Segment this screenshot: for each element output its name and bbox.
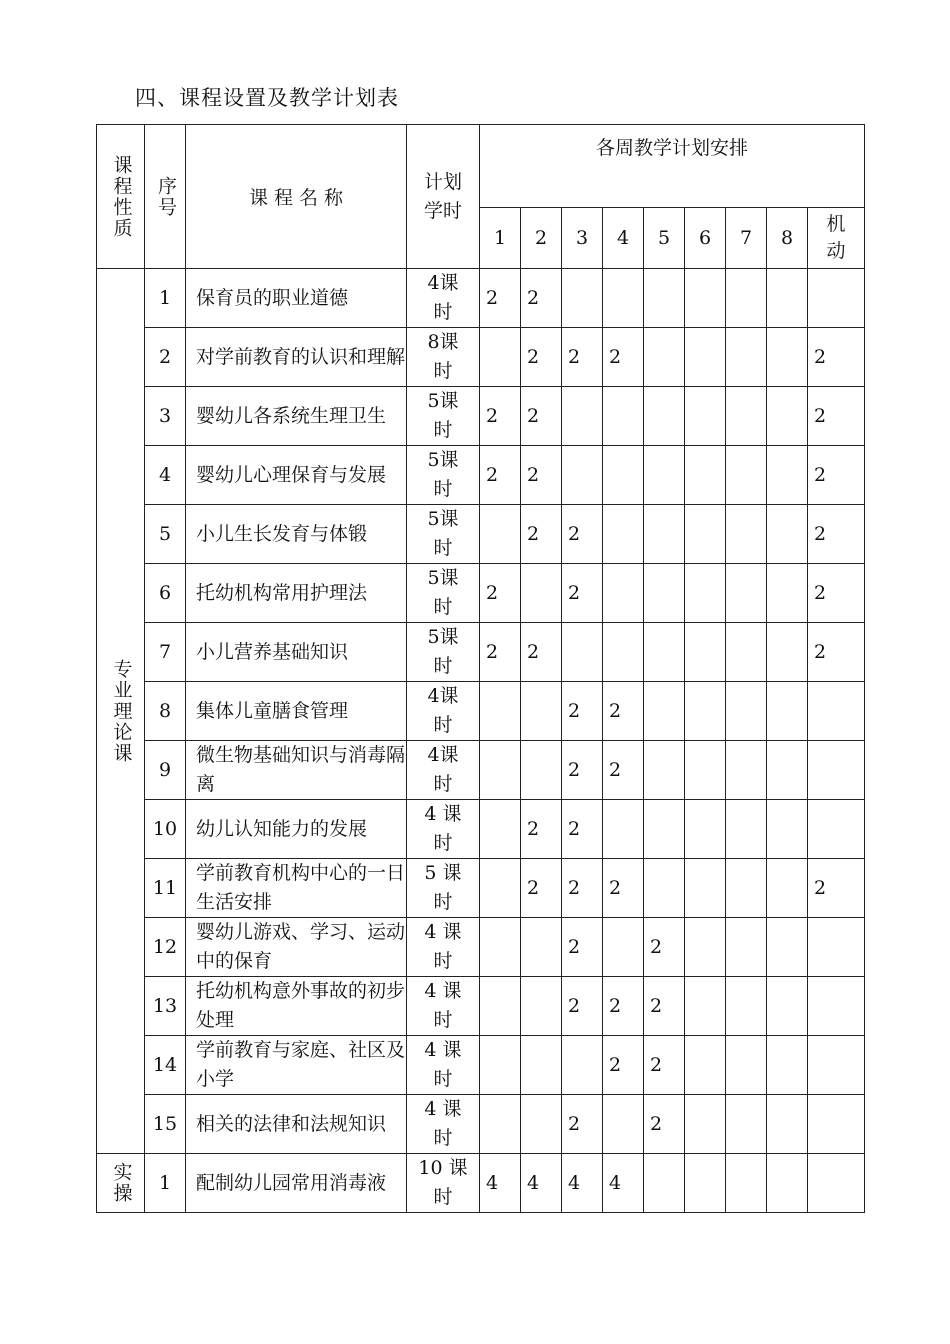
week-4-cell bbox=[603, 446, 644, 505]
week-1-cell bbox=[480, 859, 521, 918]
week-9-cell: 2 bbox=[808, 623, 865, 682]
planned-hours: 5课时 bbox=[407, 446, 480, 505]
course-name: 幼儿认知能力的发展 bbox=[186, 800, 407, 859]
week-2-cell: 2 bbox=[521, 623, 562, 682]
week-8-cell bbox=[767, 269, 808, 328]
week-8-cell bbox=[767, 1095, 808, 1154]
course-name: 相关的法律和法规知识 bbox=[186, 1095, 407, 1154]
week-6-cell bbox=[685, 1154, 726, 1213]
header-seq: 序号 bbox=[145, 125, 186, 269]
week-5-cell: 2 bbox=[644, 1095, 685, 1154]
course-name: 小儿营养基础知识 bbox=[186, 623, 407, 682]
teaching-plan-table bbox=[96, 124, 865, 1213]
planned-hours: 5课时 bbox=[407, 623, 480, 682]
table-row bbox=[97, 682, 865, 741]
planned-hours: 5课时 bbox=[407, 505, 480, 564]
course-category: 专业理论课 bbox=[97, 269, 145, 1154]
week-3-cell bbox=[562, 387, 603, 446]
row-seq: 5 bbox=[145, 505, 186, 564]
week-9-cell bbox=[808, 977, 865, 1036]
week-header-2: 2 bbox=[521, 208, 562, 269]
week-6-cell bbox=[685, 977, 726, 1036]
header-course-name: 课 程 名 称 bbox=[186, 125, 407, 269]
week-2-cell: 2 bbox=[521, 859, 562, 918]
course-name: 集体儿童膳食管理 bbox=[186, 682, 407, 741]
week-8-cell bbox=[767, 918, 808, 977]
week-2-cell: 4 bbox=[521, 1154, 562, 1213]
week-9-cell bbox=[808, 1095, 865, 1154]
row-seq: 2 bbox=[145, 328, 186, 387]
table-row bbox=[97, 387, 865, 446]
table-row bbox=[97, 269, 865, 328]
week-7-cell bbox=[726, 859, 767, 918]
week-header-5: 5 bbox=[644, 208, 685, 269]
week-8-cell bbox=[767, 682, 808, 741]
table-row bbox=[97, 328, 865, 387]
table-row bbox=[97, 1095, 865, 1154]
row-seq: 1 bbox=[145, 1154, 186, 1213]
week-1-cell bbox=[480, 918, 521, 977]
week-6-cell bbox=[685, 446, 726, 505]
week-2-cell bbox=[521, 682, 562, 741]
week-5-cell bbox=[644, 741, 685, 800]
planned-hours: 4课时 bbox=[407, 682, 480, 741]
course-name: 婴幼儿游戏、学习、运动中的保育 bbox=[186, 918, 407, 977]
week-9-cell bbox=[808, 918, 865, 977]
course-category: 实操 bbox=[97, 1154, 145, 1213]
week-3-cell: 2 bbox=[562, 977, 603, 1036]
planned-hours: 8课时 bbox=[407, 328, 480, 387]
week-header-8: 8 bbox=[767, 208, 808, 269]
week-1-cell bbox=[480, 977, 521, 1036]
course-name: 微生物基础知识与消毒隔离 bbox=[186, 741, 407, 800]
course-name: 小儿生长发育与体锻 bbox=[186, 505, 407, 564]
row-seq: 8 bbox=[145, 682, 186, 741]
table-row bbox=[97, 741, 865, 800]
course-name: 婴幼儿各系统生理卫生 bbox=[186, 387, 407, 446]
week-5-cell bbox=[644, 328, 685, 387]
course-name: 托幼机构常用护理法 bbox=[186, 564, 407, 623]
row-seq: 4 bbox=[145, 446, 186, 505]
week-2-cell: 2 bbox=[521, 505, 562, 564]
week-4-cell: 2 bbox=[603, 682, 644, 741]
week-4-cell bbox=[603, 564, 644, 623]
week-9-cell: 2 bbox=[808, 505, 865, 564]
week-header-7: 7 bbox=[726, 208, 767, 269]
week-3-cell bbox=[562, 269, 603, 328]
week-6-cell bbox=[685, 387, 726, 446]
row-seq: 3 bbox=[145, 387, 186, 446]
week-2-cell bbox=[521, 1036, 562, 1095]
week-5-cell bbox=[644, 269, 685, 328]
week-7-cell bbox=[726, 387, 767, 446]
week-9-cell bbox=[808, 741, 865, 800]
table-row bbox=[97, 1154, 865, 1213]
planned-hours: 4课时 bbox=[407, 741, 480, 800]
week-4-cell: 2 bbox=[603, 1036, 644, 1095]
week-9-cell: 2 bbox=[808, 859, 865, 918]
week-6-cell bbox=[685, 682, 726, 741]
week-3-cell: 2 bbox=[562, 800, 603, 859]
week-5-cell bbox=[644, 387, 685, 446]
planned-hours: 4 课时 bbox=[407, 1036, 480, 1095]
week-1-cell: 2 bbox=[480, 623, 521, 682]
week-2-cell bbox=[521, 977, 562, 1036]
week-1-cell bbox=[480, 328, 521, 387]
week-6-cell bbox=[685, 1036, 726, 1095]
planned-hours: 10 课时 bbox=[407, 1154, 480, 1213]
course-name: 保育员的职业道德 bbox=[186, 269, 407, 328]
header-weekly-plan: 各周教学计划安排 bbox=[480, 125, 865, 208]
week-1-cell: 2 bbox=[480, 269, 521, 328]
week-4-cell: 2 bbox=[603, 741, 644, 800]
week-5-cell bbox=[644, 1154, 685, 1213]
week-5-cell bbox=[644, 505, 685, 564]
week-8-cell bbox=[767, 977, 808, 1036]
week-9-cell: 2 bbox=[808, 387, 865, 446]
table-row bbox=[97, 977, 865, 1036]
planned-hours: 5课时 bbox=[407, 564, 480, 623]
planned-hours: 5课时 bbox=[407, 387, 480, 446]
week-1-cell: 2 bbox=[480, 446, 521, 505]
table-row bbox=[97, 505, 865, 564]
week-6-cell bbox=[685, 564, 726, 623]
week-2-cell: 2 bbox=[521, 800, 562, 859]
row-seq: 9 bbox=[145, 741, 186, 800]
course-name: 对学前教育的认识和理解 bbox=[186, 328, 407, 387]
week-7-cell bbox=[726, 741, 767, 800]
week-4-cell bbox=[603, 918, 644, 977]
week-6-cell bbox=[685, 1095, 726, 1154]
course-name: 学前教育与家庭、社区及小学 bbox=[186, 1036, 407, 1095]
week-7-cell bbox=[726, 682, 767, 741]
week-7-cell bbox=[726, 328, 767, 387]
week-7-cell bbox=[726, 977, 767, 1036]
week-header-9: 机动 bbox=[808, 208, 865, 269]
week-1-cell bbox=[480, 505, 521, 564]
week-8-cell bbox=[767, 859, 808, 918]
table-row bbox=[97, 446, 865, 505]
week-2-cell: 2 bbox=[521, 269, 562, 328]
week-2-cell: 2 bbox=[521, 387, 562, 446]
week-6-cell bbox=[685, 859, 726, 918]
table-row bbox=[97, 859, 865, 918]
week-4-cell: 2 bbox=[603, 328, 644, 387]
row-seq: 1 bbox=[145, 269, 186, 328]
week-header-1: 1 bbox=[480, 208, 521, 269]
week-7-cell bbox=[726, 800, 767, 859]
week-8-cell bbox=[767, 505, 808, 564]
table-row bbox=[97, 800, 865, 859]
row-seq: 7 bbox=[145, 623, 186, 682]
week-9-cell: 2 bbox=[808, 328, 865, 387]
week-7-cell bbox=[726, 1036, 767, 1095]
week-4-cell bbox=[603, 1095, 644, 1154]
week-8-cell bbox=[767, 564, 808, 623]
week-1-cell: 4 bbox=[480, 1154, 521, 1213]
week-1-cell bbox=[480, 741, 521, 800]
week-1-cell: 2 bbox=[480, 564, 521, 623]
course-name: 配制幼儿园常用消毒液 bbox=[186, 1154, 407, 1213]
planned-hours: 5 课时 bbox=[407, 859, 480, 918]
week-9-cell bbox=[808, 1154, 865, 1213]
week-6-cell bbox=[685, 269, 726, 328]
week-3-cell: 2 bbox=[562, 505, 603, 564]
week-9-cell bbox=[808, 682, 865, 741]
week-4-cell: 2 bbox=[603, 859, 644, 918]
week-2-cell bbox=[521, 918, 562, 977]
course-name: 托幼机构意外事故的初步处理 bbox=[186, 977, 407, 1036]
week-5-cell: 2 bbox=[644, 977, 685, 1036]
row-seq: 15 bbox=[145, 1095, 186, 1154]
week-6-cell bbox=[685, 918, 726, 977]
week-6-cell bbox=[685, 623, 726, 682]
week-4-cell bbox=[603, 269, 644, 328]
week-8-cell bbox=[767, 800, 808, 859]
week-3-cell: 2 bbox=[562, 564, 603, 623]
week-1-cell bbox=[480, 800, 521, 859]
planned-hours: 4 课时 bbox=[407, 977, 480, 1036]
week-2-cell bbox=[521, 741, 562, 800]
row-seq: 11 bbox=[145, 859, 186, 918]
week-3-cell: 2 bbox=[562, 682, 603, 741]
week-6-cell bbox=[685, 505, 726, 564]
week-9-cell: 2 bbox=[808, 446, 865, 505]
week-6-cell bbox=[685, 328, 726, 387]
week-8-cell bbox=[767, 446, 808, 505]
week-header-4: 4 bbox=[603, 208, 644, 269]
header-category: 课程性质 bbox=[97, 125, 145, 269]
planned-hours: 4 课时 bbox=[407, 918, 480, 977]
week-8-cell bbox=[767, 387, 808, 446]
week-5-cell bbox=[644, 564, 685, 623]
week-2-cell: 2 bbox=[521, 446, 562, 505]
week-4-cell bbox=[603, 505, 644, 564]
week-3-cell bbox=[562, 623, 603, 682]
week-2-cell bbox=[521, 1095, 562, 1154]
week-4-cell: 4 bbox=[603, 1154, 644, 1213]
week-6-cell bbox=[685, 800, 726, 859]
week-8-cell bbox=[767, 741, 808, 800]
week-5-cell: 2 bbox=[644, 1036, 685, 1095]
week-3-cell: 2 bbox=[562, 918, 603, 977]
week-8-cell bbox=[767, 1036, 808, 1095]
week-4-cell bbox=[603, 387, 644, 446]
week-3-cell bbox=[562, 1036, 603, 1095]
week-4-cell bbox=[603, 623, 644, 682]
week-5-cell: 2 bbox=[644, 918, 685, 977]
table-row bbox=[97, 918, 865, 977]
week-5-cell bbox=[644, 859, 685, 918]
week-8-cell bbox=[767, 623, 808, 682]
table-row bbox=[97, 623, 865, 682]
week-7-cell bbox=[726, 446, 767, 505]
week-7-cell bbox=[726, 918, 767, 977]
week-9-cell bbox=[808, 269, 865, 328]
week-1-cell: 2 bbox=[480, 387, 521, 446]
week-header-6: 6 bbox=[685, 208, 726, 269]
week-3-cell: 2 bbox=[562, 328, 603, 387]
week-9-cell bbox=[808, 1036, 865, 1095]
week-1-cell bbox=[480, 1095, 521, 1154]
planned-hours: 4课时 bbox=[407, 269, 480, 328]
week-1-cell bbox=[480, 682, 521, 741]
row-seq: 10 bbox=[145, 800, 186, 859]
course-name: 学前教育机构中心的一日生活安排 bbox=[186, 859, 407, 918]
planned-hours: 4 课时 bbox=[407, 1095, 480, 1154]
row-seq: 14 bbox=[145, 1036, 186, 1095]
week-9-cell bbox=[808, 800, 865, 859]
week-header-3: 3 bbox=[562, 208, 603, 269]
week-3-cell bbox=[562, 446, 603, 505]
table-row bbox=[97, 1036, 865, 1095]
week-7-cell bbox=[726, 623, 767, 682]
week-7-cell bbox=[726, 269, 767, 328]
row-seq: 13 bbox=[145, 977, 186, 1036]
week-7-cell bbox=[726, 1154, 767, 1213]
week-6-cell bbox=[685, 741, 726, 800]
week-3-cell: 4 bbox=[562, 1154, 603, 1213]
week-4-cell: 2 bbox=[603, 977, 644, 1036]
row-seq: 12 bbox=[145, 918, 186, 977]
course-name: 婴幼儿心理保育与发展 bbox=[186, 446, 407, 505]
planned-hours: 4 课时 bbox=[407, 800, 480, 859]
week-1-cell bbox=[480, 1036, 521, 1095]
week-3-cell: 2 bbox=[562, 1095, 603, 1154]
week-3-cell: 2 bbox=[562, 859, 603, 918]
table-row bbox=[97, 564, 865, 623]
week-7-cell bbox=[726, 505, 767, 564]
section-heading: 四、课程设置及教学计划表 bbox=[135, 86, 399, 110]
week-3-cell: 2 bbox=[562, 741, 603, 800]
week-8-cell bbox=[767, 328, 808, 387]
week-5-cell bbox=[644, 446, 685, 505]
week-5-cell bbox=[644, 623, 685, 682]
week-7-cell bbox=[726, 564, 767, 623]
week-5-cell bbox=[644, 800, 685, 859]
week-4-cell bbox=[603, 800, 644, 859]
week-8-cell bbox=[767, 1154, 808, 1213]
week-2-cell: 2 bbox=[521, 328, 562, 387]
header-planned-hours: 计划学时 bbox=[407, 125, 480, 269]
row-seq: 6 bbox=[145, 564, 186, 623]
week-9-cell: 2 bbox=[808, 564, 865, 623]
week-5-cell bbox=[644, 682, 685, 741]
week-2-cell bbox=[521, 564, 562, 623]
week-7-cell bbox=[726, 1095, 767, 1154]
